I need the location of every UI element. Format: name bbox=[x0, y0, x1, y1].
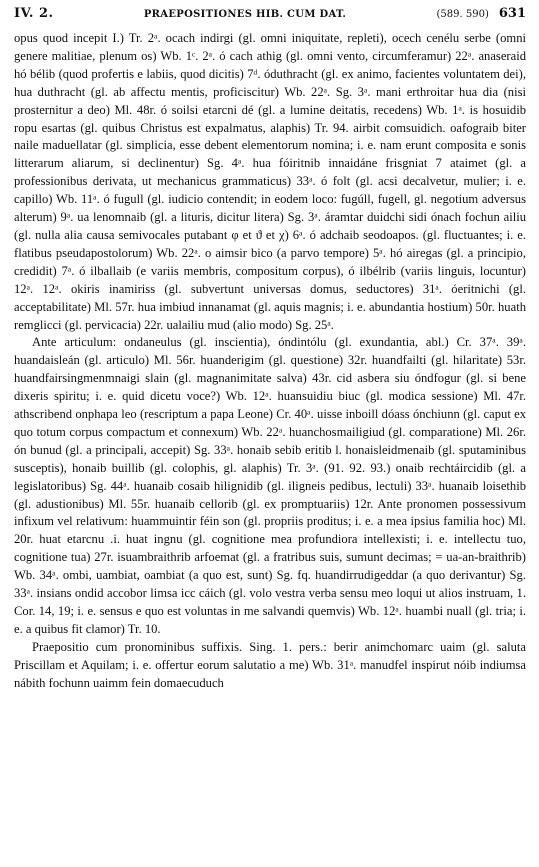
page-header bbox=[14, 6, 526, 28]
chapter-heading: IV. 2. bbox=[14, 6, 54, 21]
body-text bbox=[14, 30, 526, 693]
document-page bbox=[14, 6, 526, 693]
page-number: 631 bbox=[498, 6, 526, 21]
paragraph-2: Ante articulum: ondaneulus (gl. inscientia), óndintólu (gl. exundantia, abl.) Cr. 37ᵃ. 39ᵃ. huandaisleán (gl. articulo) Ml. 56r. huanderigim (gl. questione) 32r. huandfailti (gl. hilaritate) 53r. huandfairsingmenmnaigi slain (gl. magnanimitate salva) 43r. cid asbera siu óndfogur (gl. si bene dixeris spiritu; i. e. quid dicetu voce?) Wb. 12ᵃ. huansuidiu biuc (gl. modica sessione) Ml. 47r. athscribend onphapa leo (rescriptum a papa Leone) Cr. 40ᵃ. uisse inboill dóass ónchiunn (gl. caput ex quo totum corpus compactum et connexum) Wb. 22ᵃ. huanchosmailigiud (gl. comparatione) Ml. 26r. ón bunud (gl. a principali, accepit) Sg. 33ᵃ. honaib sebib eritib l. honaisleidmenaib (gl. sputaminibus susceptis), honaib buillib (gl. colophis, gl. alaphis) Tr. 3ᵃ. (91. 92. 93.) onaib rechtáircidib (gl. a legislatoribus) Sg. 44ᵃ. huanaib cosaib hilignidib (gl. iligneis pedibus, lectuli) 33ᵃ. huanaib loisethib (gl. adustionibus) Ml. 55r. huanaib cellorib (gl. ex promptuariis) 12r. Ante pronomen possessivum infixum vel relativum: huammuintir féin son (gl. propriis proditus; i. e. a mea ipsius familia hoc) Ml. 20r. huat etarcnu .i. huat ingnu (gl. cognitione mea profundiora intellexisti; i. e. intellectu tuo, cognitione tua) 27r. isuambraithrib arfoemat (gl. a fratribus suis, sumunt decimas; = ua-an-braithrib) Wb. 34ᵃ. ombi, uambiat, oambiat (a quo est, sunt) Sg. fq. huandirrudigeddar (a quo derivantur) Sg. 33ᵃ. insians ondid accobor limsa icc cáich (gl. volo vestra verba sensu meo loqui ut alios instruam, 1. Cor. 14, 19; i. e. sensus e quo est voluntas in me salvandi quemvis) Wb. 12ᵃ. huambi nuall (gl. tria; i. e. a quibus fit clamor) Tr. 10. bbox=[14, 335, 526, 636]
running-title: PRAEPOSITIONES HIB. CUM DAT. bbox=[143, 9, 347, 20]
section-refs: (589. 590) bbox=[436, 9, 489, 20]
paragraph-1: opus quod incepit I.) Tr. 2ᵃ. ocach indirgi (gl. omni iniquitate, repleti), ocech cenélu serbe (omni genere malitiae, plenum os) Wb. 1ᶜ. 2ᵃ. ó cach athig (gl. omni vento, circumferamur) 22ᵃ. anaseraid hó bélib (quod profertis e labiis, quod dicitis) 7ᵈ. óduthracht (gl. ex animo, facientes voluntatem dei), hua duthracht (gl. ab affectu mentis, proficiscitur) Wb. 22ᵃ. Sg. 3ᵃ. mani erthroitar hua dia (nisi prosternitur a deo) Ml. 48r. ó soilsi etarcni dé (gl. a lumine deitatis, recedens) Wb. 1ᵃ. is hosuidib ropu esartas (gl. quibus Christus est expalmatus, alaphis) Tr. 94. airbit comsuidich. oafograib biter naile maduellatar (gl. simplicia, esse debent elementorum nomina; i. e. nam erunt composita e sonis litterarum aliarum, si declinentur) Sg. 4ᵃ. hua fóiritnib innaidáne frisgniat 7 ataimet (gl. a professionibus derivata, ut mechanicus grammaticus) 33ᵃ. ó folt (gl. acsi decalvetur, mulier; i. e. capillo) Wb. 11ᵃ. ó fugull (gl. iudicio contendit; in eodem loco: fugúll, fugell, gl. negotium adversus alterum) 9ᵃ. ua lenomnaib (gl. a lituris, dicitur litera) Sg. 3ᵃ. áramtar duidchi sidi ónach fochun ailiu (gl. nulla alia causa semivocales putabant φ et ϑ et χ) 6ᵃ. ó adchaib seodoapos. (gl. fluctuantes; i. e. flatibus pseudapostolorum) Wb. 22ᵃ. o aimsir bico (a parvo tempore) 5ᵃ. hó airegas (gl. a principio, credidit) 7ᵃ. ó ilballaib (e variis membris, compositum corpus), ó ilbélrib (variis linguis, locuntur) 12ᵃ. 12ᵃ. okiris inamiriss (gl. subvertunt universas domus, seductores) 31ᵃ. óeritnichi (gl. acceptabilitate) Ml. 57r. hua imbiud innanamat (gl. aquis magnis; i. e. abundantia hostium) 50r. huath remglicci (gl. pervicacia) 22r. ualailiu mud (alio modo) Sg. 25ᵃ. bbox=[14, 31, 526, 332]
header-right bbox=[437, 6, 526, 21]
paragraph-3: Praepositio cum pronominibus suffixis. Sing. 1. pers.: berir animchomarc uaim (gl. saluta Priscillam et Aquilam; i. e. offertur eorum salutatio a me) Wb. 31ᵃ. manudfel inspirut nóib indiumsa nábith fochunn uaimm fein domaecuduch bbox=[14, 639, 526, 690]
